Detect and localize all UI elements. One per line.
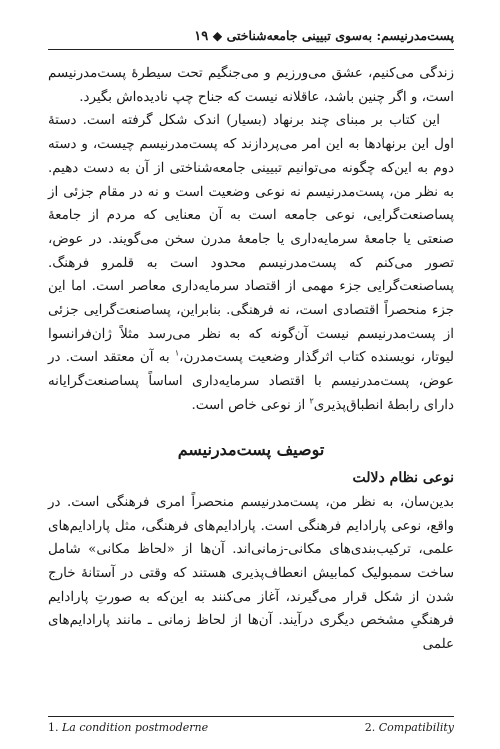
- section-paragraph: بدین‌سان، به نظر من، پست‌مدرنیسم منحصراً امری فرهنگی است. در واقع، نوعی پارادایم فرهنگی است. پارادایم‌های فرهنگی، مثل پارادایم‌های علمی، ترکیب‌بندی‌های مکانی-زمانی‌اند. آن‌ها از «لحاظ مکانی» شامل ساخت سمبولیک کمابیش انعطاف‌پذیری هستند که وقتی در آستانهٔ خارج شدن از شکل قرار می‌گیرند، آغاز می‌کنند به این‌که به صورتِ پارادایم فرهنگیِ مشخص دیگری درآیند. آن‌ها از لحاظ زمانی ـ مانند پارادایم‌های علمی: [48, 494, 454, 653]
- footnotes: [48, 716, 454, 734]
- header-separator: ◆: [212, 28, 223, 43]
- footnote-1-number: 1.: [48, 721, 59, 734]
- paragraph-2-part-b: به آن معتقد است. در عوض، پست‌مدرنیسم با اقتصاد سرمایه‌داری اساساً پساصنعت‌گرایانه دارای رابطهٔ انطباق‌پذیری: [48, 350, 454, 413]
- body-text: [48, 62, 454, 657]
- section-heading: توصیف پست‌مدرنیسم: [177, 439, 325, 459]
- footnote-2-text: Compatibility: [378, 721, 454, 734]
- running-title: [194, 28, 454, 44]
- page-number: ۱۹: [194, 29, 209, 44]
- footnote-1: [48, 721, 208, 734]
- footnote-2: [365, 721, 454, 734]
- paragraph-2-part-a: این کتاب بر مبنای چند برنهاد (بسیار) اندک شکل گرفته است. دستهٔ اول این برنهادها به این امر می‌پردازند که پست‌مدرنیسم چیست، و دسته دوم به این‌که چگونه می‌توانیم تبیینی جامعه‌شناختی از آن به دست دهیم. به نظر من، پست‌مدرنیسم نه نوعی وضعیت است و نه در مقام جزئی از پساصنعت‌گرایی، نوعی جامعه است به آن معنایی که مردم از جامعهٔ صنعتی یا جامعهٔ سرمایه‌داری یا جامعهٔ مدرن سخن می‌گویند. در عوض، تصور می‌کنم که پست‌مدرنیسم محدود است به قلمرو فرهنگ. پساصنعت‌گرایی جزء مهمی از اقتصاد سرمایه‌داری معاصر است. اما این جزء منحصراً اقتصادی است، نه فرهنگی. بنابراین، پساصنعت‌گرایی جزئی از پست‌مدرنیسم نیست آن‌گونه که به نظر می‌رسد مثلاً ژان‌فرانسوا لیوتار، نویسنده کتاب اثرگذار وضعیت پست‌مدرن،: [48, 113, 454, 366]
- footnote-1-text: La condition postmoderne: [62, 721, 209, 734]
- paragraph-2: [48, 109, 454, 417]
- footnote-2-number: 2.: [364, 721, 376, 734]
- paragraph-1: زندگی می‌کنیم، عشق می‌ورزیم و می‌جنگیم تحت سیطرهٔ پست‌مدرنیسم است، و اگر چنین باشد، عاقلانه نیست که جناح چپ نادیده‌اش بگیرد.: [48, 66, 454, 105]
- footnote-ref-1: ۱: [174, 348, 180, 358]
- paragraph-2-part-c: از نوعی خاص است.: [191, 397, 306, 413]
- running-header: [48, 28, 454, 50]
- sub-heading: نوعی نظام دلالت: [352, 470, 454, 487]
- footnote-ref-2: ۲: [309, 396, 314, 406]
- running-title-text: پست‌مدرنیسم: به‌سوی تبیینی جامعه‌شناختی: [226, 28, 454, 43]
